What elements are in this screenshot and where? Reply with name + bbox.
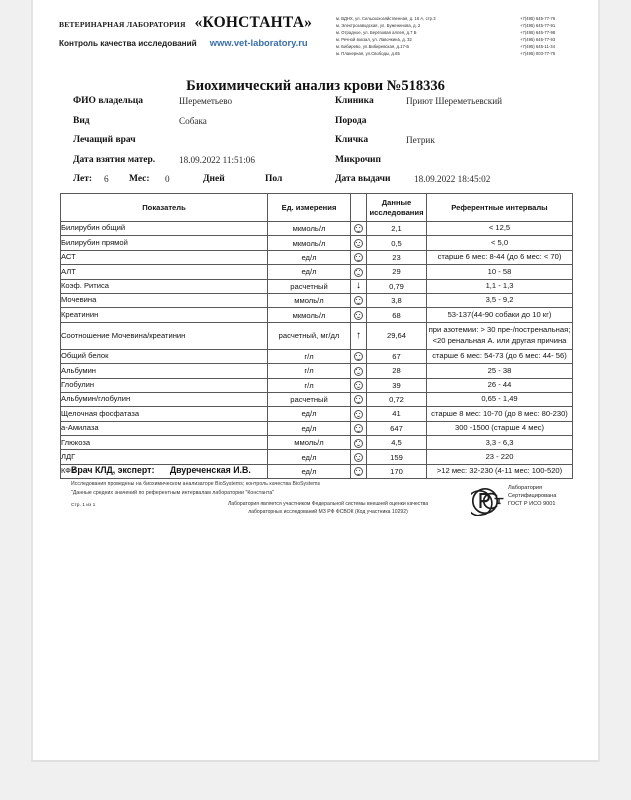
cell-status-flag <box>351 450 367 464</box>
cell-unit: ед/л <box>268 464 351 478</box>
months-label: Мес: <box>129 174 150 184</box>
cell-status-flag <box>351 293 367 307</box>
address-phone: +7(495) 645-77-98 <box>520 30 556 36</box>
species-label: Вид <box>73 115 90 126</box>
cell-status-flag <box>351 250 367 264</box>
cell-unit: ед/л <box>268 421 351 435</box>
cell-unit: расчетный <box>268 392 351 406</box>
cell-unit: ед/л <box>268 450 351 464</box>
cell-status-flag <box>351 464 367 478</box>
cell-unit: г/л <box>268 378 351 392</box>
smiley-icon <box>354 367 363 376</box>
microchip-label: Микрочип <box>335 154 382 165</box>
table-header-row <box>61 194 573 222</box>
header-value <box>367 194 427 222</box>
cell-unit: расчетный, мг/дл <box>268 322 351 349</box>
cell-unit: мкмоль/л <box>268 308 351 322</box>
cell-parameter: Билирубин прямой <box>61 236 268 250</box>
cell-parameter: а-Амилаза <box>61 421 268 435</box>
cert-line-3: ГОСТ Р ИСО 9001 <box>508 500 556 507</box>
cell-unit: ед/л <box>268 250 351 264</box>
cell-unit: ммоль/л <box>268 293 351 307</box>
cell-parameter: Глюкоза <box>61 436 268 450</box>
cell-parameter: ЛДГ <box>61 450 268 464</box>
arrow-up-icon: ↑ <box>356 329 361 341</box>
pet-name-value: Петрик <box>406 135 435 145</box>
cell-status-flag <box>351 392 367 406</box>
table-row <box>61 378 573 392</box>
smiley-icon <box>354 424 363 433</box>
cell-parameter: Соотношение Мочевина/креатинин <box>61 322 268 349</box>
cell-reference-interval: 0,65 - 1,49 <box>427 392 573 406</box>
years-label: Лет: <box>73 174 93 184</box>
cell-unit: ед/л <box>268 265 351 279</box>
table-row <box>61 308 573 322</box>
cell-parameter: АЛТ <box>61 265 268 279</box>
footer-fsvok-line2: лабораторных исследований МЗ РФ ФСВОК (Код участника 10292) <box>248 509 408 516</box>
cell-value: 0,72 <box>367 392 427 406</box>
info-row-owner <box>73 96 583 116</box>
cell-reference-interval: старше 6 мес: 8-44 (до 6 мес: < 70) <box>427 250 573 264</box>
table-row <box>61 279 573 293</box>
signature-label: Врач КЛД, эксперт: <box>71 465 155 475</box>
cell-value: 39 <box>367 378 427 392</box>
results-table <box>60 193 573 479</box>
cell-reference-interval: 3,5 - 9,2 <box>427 293 573 307</box>
cell-reference-interval: >12 мес: 32-230 (4-11 мес: 100-520) <box>427 464 573 478</box>
cell-reference-interval: < 5,0 <box>427 236 573 250</box>
table-row <box>61 293 573 307</box>
breed-label: Порода <box>335 115 367 126</box>
footer-note-reference-source: "Данные средних значений по референтным интервалам лаборатории "Константа" <box>71 490 275 496</box>
clinic-value: Приют Шереметьевский <box>406 96 503 106</box>
page-edge-right <box>598 0 600 762</box>
letterhead-address-list <box>336 15 586 58</box>
page-edge-bottom <box>33 760 598 762</box>
signature-name: Двуреченская И.В. <box>169 465 251 475</box>
address-row <box>336 22 586 29</box>
cell-unit: расчетный <box>268 279 351 293</box>
info-row-sample-date <box>73 155 583 175</box>
sex-label: Пол <box>265 174 283 184</box>
cell-status-flag <box>351 407 367 421</box>
smiley-icon <box>354 410 363 419</box>
cell-reference-interval: старше 6 мес: 54-73 (до 6 мес: 44- 56) <box>427 349 573 363</box>
address-text: м. Отрадное, ул. Берёзовая аллея, д.7 Б <box>336 30 417 36</box>
pet-name-label: Кличка <box>335 135 369 145</box>
address-text: м. ВДНХ, ул. Сельскохозяйственная, д. 16 А, стр.3 <box>336 16 436 21</box>
cell-unit: г/л <box>268 349 351 363</box>
cell-parameter: Альбумин/глобулин <box>61 392 268 406</box>
cert-line-1: Лаборатория <box>508 485 543 491</box>
patient-info-block <box>73 96 583 194</box>
owner-label: ФИО владельца <box>73 96 143 106</box>
cell-status-flag <box>351 364 367 378</box>
owner-value: Шереметьево <box>179 96 233 106</box>
cell-reference-interval: 26 - 44 <box>427 378 573 392</box>
footer-page-number: Стр. 1 из 1 <box>71 503 96 508</box>
cell-parameter: Креатинин <box>61 308 268 322</box>
cell-unit: г/л <box>268 364 351 378</box>
years-value: 6 <box>104 174 109 184</box>
cell-value: 4,5 <box>367 436 427 450</box>
cell-reference-interval: 10 - 58 <box>427 265 573 279</box>
cell-value: 2,1 <box>367 222 427 236</box>
address-phone: +7(495) 645-77-93 <box>520 37 556 43</box>
smiley-icon <box>354 253 363 262</box>
address-row <box>336 43 586 50</box>
header-unit: Ед. измерения <box>268 194 351 222</box>
certification-text <box>508 485 556 509</box>
address-row <box>336 36 586 43</box>
smiley-icon <box>354 352 363 361</box>
smiley-icon <box>354 224 363 233</box>
cell-parameter: Общий белок <box>61 349 268 363</box>
certification-block <box>471 485 591 519</box>
table-row <box>61 392 573 406</box>
cell-reference-interval: при азотемии: > 30 пре-/постренальная; <20 ренальная А. или другая причина <box>427 322 573 349</box>
smiley-icon <box>354 296 363 305</box>
cell-unit: ед/л <box>268 407 351 421</box>
letterhead-lab-name: «КОНСТАНТА» <box>194 14 313 31</box>
cell-value: 28 <box>367 364 427 378</box>
table-row <box>61 222 573 236</box>
cell-reference-interval: 300 -1500 (старше 4 мес) <box>427 421 573 435</box>
cell-reference-interval: 23 - 220 <box>427 450 573 464</box>
cell-status-flag <box>351 265 367 279</box>
letterhead <box>33 14 598 66</box>
cell-parameter: Коэф. Ритиса <box>61 279 268 293</box>
months-value: 0 <box>165 174 170 184</box>
info-row-age <box>73 174 583 194</box>
footer-fsvok-line1: Лаборатория является участником Федеральной системы внешней оценки качества <box>227 501 429 507</box>
issue-date-value: 18.09.2022 18:45:02 <box>414 174 491 184</box>
cell-status-flag <box>351 236 367 250</box>
footer-note-analyzer: Исследования проведены на биохимическом анализаторе BioSystems; контроль качества BioSystems <box>71 481 321 487</box>
species-value: Собака <box>179 115 207 126</box>
smiley-icon <box>354 239 363 248</box>
header-reference: Референтные интервалы <box>427 194 573 222</box>
cell-value: 68 <box>367 308 427 322</box>
cell-value: 159 <box>367 450 427 464</box>
cell-status-flag <box>351 322 367 349</box>
cell-parameter: Билирубин общий <box>61 222 268 236</box>
address-row <box>336 15 586 22</box>
smiley-icon <box>354 268 363 277</box>
address-row <box>336 29 586 36</box>
table-row <box>61 450 573 464</box>
address-phone: +7(495) 645-77-76 <box>520 16 556 21</box>
issue-date-label: Дата выдачи <box>335 174 391 184</box>
smiley-icon <box>354 395 363 404</box>
cell-unit: ммоль/л <box>268 436 351 450</box>
cell-reference-interval: 3,3 - 6,3 <box>427 436 573 450</box>
smiley-icon <box>354 439 363 448</box>
sample-date-value: 18.09.2022 11:51:06 <box>179 154 255 165</box>
document-page <box>33 0 598 762</box>
cell-parameter: АСТ <box>61 250 268 264</box>
cell-reference-interval: < 12,5 <box>427 222 573 236</box>
cert-line-2: Сертифицирована <box>508 492 557 499</box>
sample-date-label: Дата взятия матер. <box>73 154 156 165</box>
letterhead-quality-control: Контроль качества исследований <box>59 39 197 48</box>
address-phone: +7(495) 645-77-91 <box>520 23 556 29</box>
cell-reference-interval: старше 8 мес: 10-70 (до 8 мес: 80-230) <box>427 407 573 421</box>
table-row <box>61 265 573 279</box>
letterhead-brand <box>59 14 364 48</box>
cell-value: 29,64 <box>367 322 427 349</box>
cell-value: 23 <box>367 250 427 264</box>
table-row <box>61 349 573 363</box>
cell-status-flag <box>351 308 367 322</box>
address-text: м. Бибирево, ул.Бибиревская, д.17-Б <box>336 44 410 50</box>
days-label: Дней <box>203 174 225 184</box>
smiley-icon <box>354 453 363 462</box>
table-row <box>61 236 573 250</box>
cell-status-flag <box>351 378 367 392</box>
info-row-doctor <box>73 135 583 155</box>
table-row <box>61 322 573 349</box>
smiley-icon <box>354 467 363 476</box>
header-value-line1: Данные <box>381 198 412 207</box>
cell-value: 29 <box>367 265 427 279</box>
smiley-icon <box>354 381 363 390</box>
address-phone: +7(495) 003-77-75 <box>520 51 556 57</box>
cell-value: 0,79 <box>367 279 427 293</box>
cell-value: 67 <box>367 349 427 363</box>
cell-reference-interval: 53-137(44-90 собаки до 10 кг) <box>427 308 573 322</box>
address-text: м. Планерная, ул.Свободы, д.65 <box>336 51 400 57</box>
smiley-icon <box>354 311 363 320</box>
address-row <box>336 50 586 57</box>
cell-reference-interval: 1,1 - 1,3 <box>427 279 573 293</box>
cell-status-flag <box>351 222 367 236</box>
table-row <box>61 364 573 378</box>
page-title: Биохимический анализ крови №518336 <box>186 78 445 94</box>
footer-fsvok-note <box>183 500 473 516</box>
cell-value: 3,8 <box>367 293 427 307</box>
cell-parameter: Мочевина <box>61 293 268 307</box>
header-value-line2: исследования <box>369 207 424 217</box>
doctor-label: Лечащий врач <box>73 135 136 145</box>
cell-reference-interval: 25 - 38 <box>427 364 573 378</box>
cell-parameter: КФК <box>61 464 268 478</box>
cell-value: 41 <box>367 407 427 421</box>
cell-value: 0,5 <box>367 236 427 250</box>
cell-status-flag <box>351 349 367 363</box>
address-text: м. Речной вокзал, ул. Лавочкина, д. 32 <box>336 37 412 43</box>
info-row-species <box>73 116 583 136</box>
address-phone: +7(495) 645-11-34 <box>520 44 555 50</box>
cell-value: 647 <box>367 421 427 435</box>
letterhead-website-link[interactable]: www.vet-laboratory.ru <box>209 37 308 48</box>
cell-value: 170 <box>367 464 427 478</box>
cell-parameter: Щелочная фосфатаза <box>61 407 268 421</box>
cell-status-flag <box>351 421 367 435</box>
header-parameter: Показатель <box>61 194 268 222</box>
cell-parameter: Глобулин <box>61 378 268 392</box>
table-row <box>61 436 573 450</box>
table-row <box>61 421 573 435</box>
cell-status-flag <box>351 279 367 293</box>
arrow-down-icon: ↓ <box>356 280 361 292</box>
clinic-label: Клиника <box>335 96 374 106</box>
cell-unit: мкмоль/л <box>268 222 351 236</box>
address-text: м. Электрозаводская, ул. Буженинова, д. 2 <box>336 23 421 29</box>
header-flag <box>351 194 367 222</box>
cell-status-flag <box>351 436 367 450</box>
cell-unit: мкмоль/л <box>268 236 351 250</box>
cell-parameter: Альбумин <box>61 364 268 378</box>
table-row <box>61 250 573 264</box>
table-row <box>61 407 573 421</box>
letterhead-vetlab-label: ВЕТЕРИНАРНАЯ ЛАБОРАТОРИЯ <box>59 20 186 29</box>
signature-line <box>71 465 251 475</box>
rostest-certification-icon <box>471 486 507 516</box>
